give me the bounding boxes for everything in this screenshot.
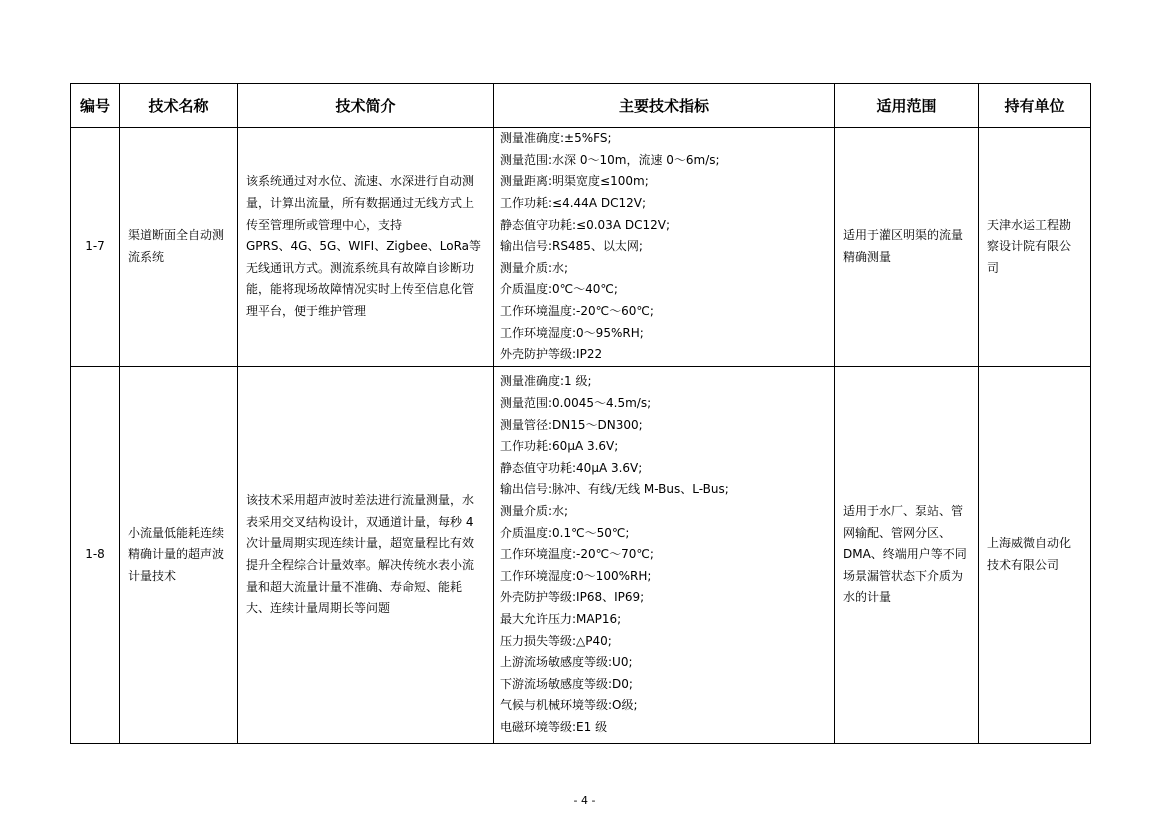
indicator-item: 工作功耗:60μA 3.6V;	[500, 439, 619, 454]
row-holder: 上海威微自动化技术有限公司	[979, 367, 1091, 744]
row-holder: 天津水运工程勘察设计院有限公司	[979, 128, 1091, 367]
header-id: 编号	[71, 84, 120, 128]
header-holder-unit: 持有单位	[979, 84, 1091, 128]
indicator-item: 电磁环境等级:E1 级	[500, 719, 608, 734]
row-id: 1-8	[71, 367, 120, 744]
indicator-item: 最大允许压力:MAP16;	[500, 611, 622, 626]
row-scope: 适用于水厂、泵站、管网输配、管网分区、DMA、终端用户等不同场景漏管状态下介质为水的计量	[835, 367, 979, 744]
indicator-item: 测量介质:水;	[500, 504, 569, 519]
indicator-item: 测量介质:水;	[500, 260, 569, 275]
row-tech-intro: 该系统通过对水位、流速、水深进行自动测量，计算出流量，所有数据通过无线方式上传至管理所或管理中心，支持 GPRS、4G、5G、WIFI、Zigbee、LoRa等无线通讯方式。测流系统具有故障自诊断功能，能将现场故障情况实时上传至信息化管理平台，便于维护管理	[238, 128, 494, 367]
indicator-item: 介质温度:0.1℃～50℃;	[500, 525, 630, 540]
row-tech-name: 渠道断面全自动测流系统	[120, 128, 238, 367]
indicator-item: 测量准确度:1 级;	[500, 374, 592, 389]
page-number: - 4 -	[573, 794, 596, 807]
indicator-item: 输出信号:RS485、以太网;	[500, 239, 643, 254]
table-header-row	[71, 84, 1091, 128]
indicator-item: 工作环境温度:-20℃～60℃;	[500, 303, 654, 318]
indicator-item: 介质温度:0℃～40℃;	[500, 282, 618, 297]
row-tech-intro: 该技术采用超声波时差法进行流量测量，水表采用交叉结构设计，双通道计量，每秒 4 次计量周期实现连续计量，超宽量程比有效提升全程综合计量效率。解决传统水表小流量和超大流量计量不准确、寿命短、能耗大、连续计量周期长等问题	[238, 367, 494, 744]
table-row	[71, 128, 1091, 367]
indicator-item: 气候与机械环境等级:O级;	[500, 698, 638, 713]
indicator-item: 压力损失等级:△P40;	[500, 633, 612, 648]
indicator-item: 工作环境湿度:0～95%RH;	[500, 325, 644, 340]
row-scope: 适用于灌区明渠的流量精确测量	[835, 128, 979, 367]
indicator-item: 上游流场敏感度等级:U0;	[500, 655, 633, 670]
header-applicable-scope: 适用范围	[835, 84, 979, 128]
table-row	[71, 367, 1091, 744]
row-tech-name: 小流量低能耗连续精确计量的超声波计量技术	[120, 367, 238, 744]
technology-table	[70, 83, 1091, 744]
indicator-item: 工作环境温度:-20℃～70℃;	[500, 547, 654, 562]
indicator-item: 测量距离:明渠宽度≤100m;	[500, 174, 649, 189]
indicator-item: 测量准确度:±5%FS;	[500, 131, 612, 146]
indicator-item: 外壳防护等级:IP68、IP69;	[500, 590, 645, 605]
indicator-item: 外壳防护等级:IP22	[500, 347, 603, 362]
indicator-item: 测量范围:0.0045～4.5m/s;	[500, 396, 652, 411]
header-tech-intro: 技术简介	[238, 84, 494, 128]
row-id: 1-7	[71, 128, 120, 367]
row-indicators	[494, 367, 835, 744]
row-indicators	[494, 128, 835, 367]
header-main-indicators: 主要技术指标	[494, 84, 835, 128]
indicator-item: 静态值守功耗:40μA 3.6V;	[500, 460, 643, 475]
indicator-list	[500, 128, 832, 366]
indicator-item: 工作功耗:≤4.44A DC12V;	[500, 196, 646, 211]
indicator-item: 测量范围:水深 0～10m，流速 0～6m/s;	[500, 152, 720, 167]
indicator-item: 下游流场敏感度等级:D0;	[500, 676, 633, 691]
indicator-item: 测量管径:DN15～DN300;	[500, 417, 643, 432]
header-tech-name: 技术名称	[120, 84, 238, 128]
indicator-item: 工作环境湿度:0～100%RH;	[500, 568, 652, 583]
indicator-item: 静态值守功耗:≤0.03A DC12V;	[500, 217, 670, 232]
indicator-list	[500, 371, 832, 738]
indicator-item: 输出信号:脉冲、有线/无线 M-Bus、L-Bus;	[500, 482, 729, 497]
